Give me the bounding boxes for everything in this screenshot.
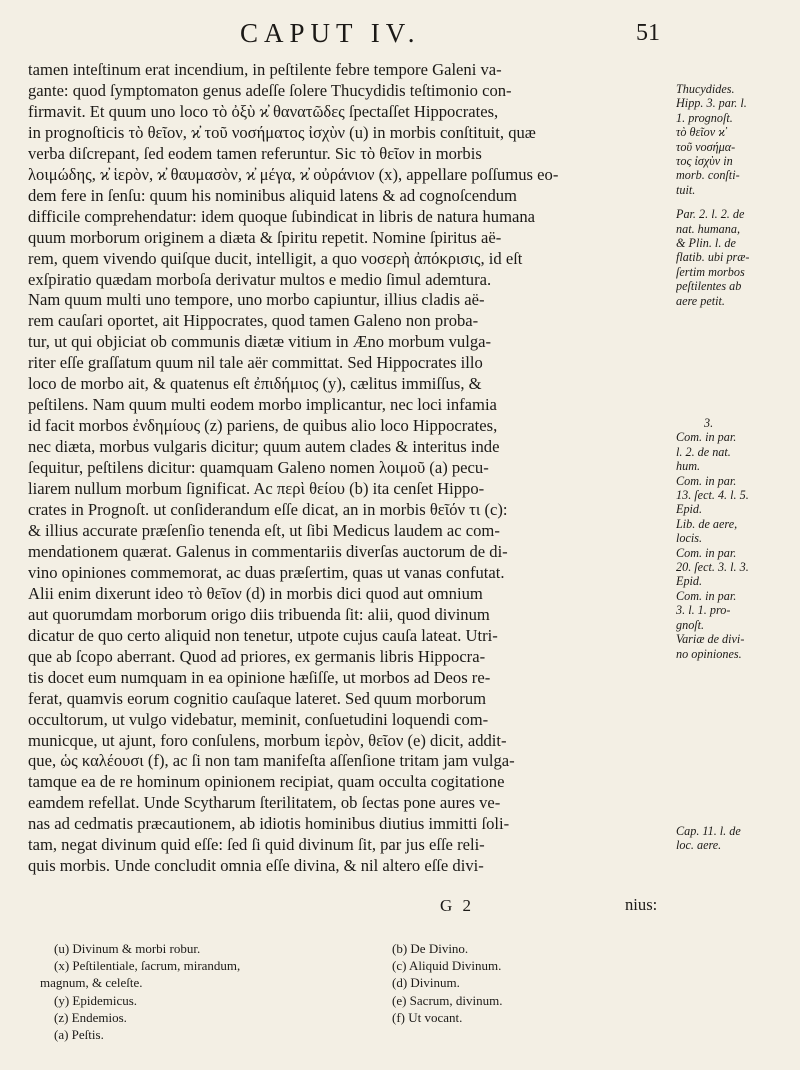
- page-header: [0, 18, 800, 54]
- margin-note: loc. aere.: [676, 838, 722, 853]
- footnote: (x) Peſtilentiale, ſacrum, mirandum,: [54, 958, 241, 974]
- text-line: Nam quum multi uno tempore, uno morbo capiuntur, illius cladis aë-: [28, 290, 485, 310]
- margin-note: & Plin. l. de: [676, 236, 736, 251]
- margin-notes-bottom: [676, 824, 796, 853]
- signature-mark: G 2: [440, 896, 475, 915]
- margin-note: Com. in par.: [676, 545, 737, 560]
- text-line: aut quorumdam morborum origo diis tribuenda ſit: alii, quod divinum: [28, 604, 490, 624]
- text-line: ſequitur, peſtilens dicitur: quamquam Galeno nomen λοιμοῦ (a) pecu-: [28, 458, 489, 478]
- margin-note: Thucydides.: [676, 82, 735, 96]
- margin-note: locis.: [676, 531, 703, 546]
- text-line: vino opiniones commemorat, ac duas præſertim, quas ut vanas confutat.: [28, 562, 505, 582]
- margin-note: Com. in par.: [676, 473, 737, 488]
- text-line: exſpiratio quædam morboſa derivatur multos e medio ſimul ademtura.: [28, 269, 492, 289]
- text-line: rem cauſari oportet, ait Hippocrates, quod tamen Galeno non proba-: [28, 311, 479, 331]
- margin-note: τὸ θεῖον ϰ̓: [676, 125, 726, 140]
- margin-notes-top: [676, 82, 796, 308]
- margin-note: nat. humana,: [676, 221, 740, 236]
- text-line: nas ad cedmatis præcautionem, ab idiotis hominibus diutius immitti ſoli-: [28, 814, 510, 834]
- text-line: eamdem refellat. Unde Scytharum ſterilitatem, ob ſectas pone aures ve-: [28, 793, 501, 813]
- footnote: (c) Aliquid Divinum.: [392, 958, 502, 974]
- footnote: (z) Endemios.: [54, 1009, 127, 1025]
- footnotes-left: [40, 940, 370, 1043]
- footnote: magnum, & celeſte.: [40, 975, 143, 991]
- text-line: tis docet eum numquam in ea opinione hæſiſſe, ut morbos ad Deos re-: [28, 667, 491, 687]
- margin-note: 1. prognoſt.: [676, 110, 733, 125]
- text-line: que ab ſcopo aberrant. Quod ad priores, ex germanis libris Hippocra-: [28, 646, 486, 666]
- text-line: occultorum, ut vulgo videbatur, meminit, conſuetudini loquendi com-: [28, 709, 489, 729]
- margin-note: ſertim morbos: [676, 264, 745, 279]
- text-line: verba diſcrepant, ſed eodem tamen referuntur. Sic τὸ θεῖον in morbis: [28, 143, 482, 163]
- text-line: ferat, quamvis eorum cognitio cauſaque lateret. Sed quum morborum: [28, 688, 487, 708]
- margin-note: tuit.: [676, 182, 696, 197]
- main-text-block: [28, 60, 668, 877]
- text-line: loco de morbo ait, & quatenus eſt ἐπιδήμιος (y), cælitus immiſſus, &: [28, 374, 482, 394]
- margin-note-number: 3.: [704, 416, 714, 430]
- margin-note: morb. conſti-: [676, 168, 740, 183]
- margin-note: flatib. ubi præ-: [676, 250, 750, 265]
- margin-note: Cap. 11. l. de: [676, 824, 741, 838]
- text-line: mendationem quærat. Galenus in commentariis diverſas auctorum de di-: [28, 541, 508, 561]
- text-line: quum morborum originem a diæta & ſpiritu repetit. Nomine ſpiritus aë-: [28, 227, 502, 247]
- margin-note: peſtilentes ab: [676, 279, 742, 294]
- footnote: (f) Ut vocant.: [392, 1009, 463, 1025]
- margin-note: τος ἰσχὺν in: [676, 154, 733, 169]
- footnote: (a) Peſtis.: [54, 1027, 104, 1043]
- text-line: id facit morbos ἐνδημίους (z) pariens, de quibus alio loco Hippocrates,: [28, 416, 498, 436]
- text-line: tamque ea de re hominum opinionem recipiat, quam occulta cogitatione: [28, 772, 505, 792]
- text-line: peſtilens. Nam quum multi eodem morbo implicantur, nec loci infamia: [28, 395, 497, 415]
- text-line: dicatur de quo certo aliquid non tenetur, utpote cujus cauſa lateat. Utri-: [28, 625, 498, 645]
- margin-note: Epid.: [676, 574, 703, 589]
- margin-note: no opiniones.: [676, 646, 742, 661]
- text-line: gante: quod ſymptomaton genus adeſſe ſolere Thucydidis teſtimonio con-: [28, 80, 512, 100]
- footnote: (b) De Divino.: [392, 941, 469, 956]
- page-number: 51: [636, 20, 660, 46]
- margin-note: gnoſt.: [676, 617, 705, 632]
- text-line: & illius accurate præſenſio tenenda eſt, ut ſibi Medicus laudem ac com-: [28, 520, 500, 540]
- text-line: difficile comprehendatur: idem quoque ſubindicat in libris de natura humana: [28, 206, 536, 226]
- margin-note: Lib. de aere,: [676, 516, 738, 531]
- margin-note: Epid.: [676, 502, 703, 517]
- margin-note: 13. ſect. 4. l. 5.: [676, 488, 749, 503]
- text-line: quis morbis. Unde concludit omnia eſſe divina, & nil altero eſſe divi-: [28, 856, 484, 876]
- text-line: municque, ut ajunt, foro conſulens, morbum ἱερὸν, θεῖον (e) dicit, addit-: [28, 730, 507, 750]
- margin-note: 3. l. 1. pro-: [676, 603, 731, 618]
- margin-note: Com. in par.: [676, 430, 737, 445]
- margin-note: τοῦ νοσήμα-: [676, 139, 736, 154]
- catchword: nius:: [625, 895, 658, 914]
- margin-note: l. 2. de nat.: [676, 444, 731, 459]
- text-line: nec diæta, morbus vulgaris dicitur; quum autem clades & interitus inde: [28, 437, 500, 457]
- margin-note: Hipp. 3. par. l.: [676, 96, 747, 111]
- text-line: crates in Prognoſt. ut conſiderandum eſſe dicat, an in morbis θεῖόν τι (c):: [28, 500, 508, 520]
- text-line: in prognoſticis τὸ θεῖον, ϰ̓ τοῦ νοσήματος ἰσχὺν (u) in morbis conſtituit, quæ: [28, 122, 536, 142]
- margin-note: Variæ de divi-: [676, 632, 745, 647]
- text-line: que, ὡς καλέουσι (f), ac ſi non tam manifeſta aſſenſione tritam jam vulga-: [28, 751, 515, 771]
- margin-note: 20. ſect. 3. l. 3.: [676, 560, 749, 575]
- footnotes-right: [392, 940, 652, 1026]
- text-line: tamen inteſtinum erat incendium, in peſtilente febre tempore Galeni va-: [28, 60, 502, 79]
- text-line: Alii enim dixerunt ideo τὸ θεῖον (d) in morbis dici quod aut omnium: [28, 583, 483, 603]
- footnote: (e) Sacrum, divinum.: [392, 992, 503, 1008]
- margin-notes-middle: [676, 416, 796, 661]
- text-line: tam, negat divinum quid eſſe: ſed ſi quid divinum ſit, par jus eſſe reli-: [28, 835, 485, 855]
- footnote: (u) Divinum & morbi robur.: [54, 941, 201, 956]
- text-line: riter eſſe graſſatum quum nil tale aër committat. Sed Hippocrates illo: [28, 353, 483, 373]
- text-line: dem fere in ſenſu: quum his nominibus aliquid latens & ad cognoſcendum: [28, 185, 517, 205]
- text-line: tur, ut qui objiciat ob communis diætæ vitium in Æno morbum vulga-: [28, 332, 492, 352]
- margin-note: hum.: [676, 459, 701, 474]
- footnote: (d) Divinum.: [392, 975, 460, 991]
- footnote: (y) Epidemicus.: [54, 992, 138, 1008]
- running-title: CAPUT IV.: [240, 18, 421, 48]
- margin-note: Par. 2. l. 2. de: [676, 207, 745, 222]
- margin-note: aere petit.: [676, 293, 725, 308]
- margin-note: Com. in par.: [676, 588, 737, 603]
- text-line: λοιμώδης, ϰ̓ ἱερὸν, ϰ̓ θαυμασὸν, ϰ̓ μέγα, ϰ̓ οὐράνιον (x), appellare poſſumus eo-: [28, 164, 559, 184]
- text-line: rem, quem vivendo quiſque ducit, intelligit, a quo νοσερὴ ἀπόκρισις, id eſt: [28, 248, 523, 268]
- text-line: firmavit. Et quum uno loco τὸ ὀξὺ ϰ̓ θανατῶδες ſpectaſſet Hippocrates,: [28, 101, 499, 121]
- text-line: liarem nullum morbum ſignificat. Ac περὶ θείου (b) ita cenſet Hippo-: [28, 479, 485, 499]
